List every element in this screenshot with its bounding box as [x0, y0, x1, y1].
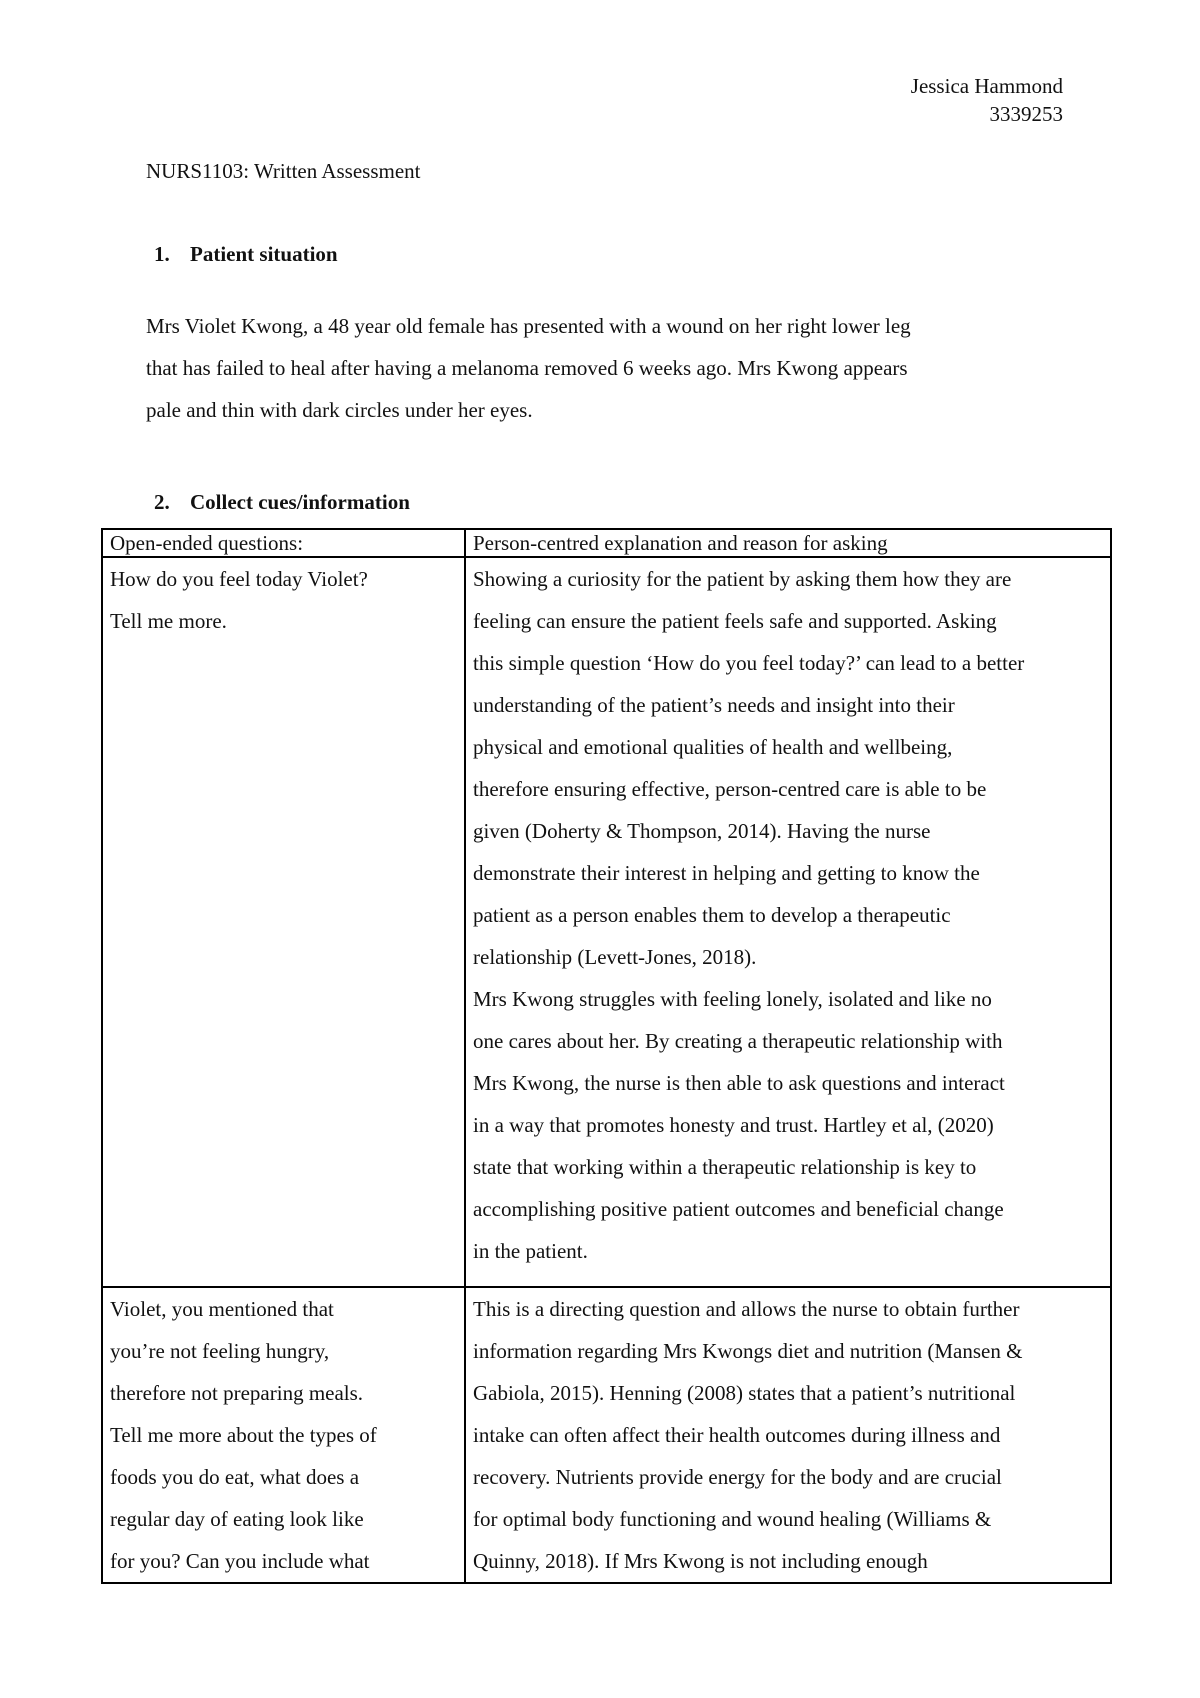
- student-id: 3339253: [989, 102, 1063, 126]
- section-heading-patient-situation: [154, 240, 338, 268]
- cell-line: physical and emotional qualities of health and wellbeing,: [473, 735, 953, 759]
- paragraph-line: that has failed to heal after having a melanoma removed 6 weeks ago. Mrs Kwong appears: [146, 356, 908, 380]
- cell-line: intake can often affect their health outcomes during illness and: [473, 1423, 1001, 1447]
- section-number: 2.: [154, 490, 170, 514]
- cell-line: state that working within a therapeutic relationship is key to: [473, 1155, 977, 1179]
- cell-line: Mrs Kwong struggles with feeling lonely, isolated and like no: [473, 987, 992, 1011]
- section-title: Patient situation: [190, 242, 338, 266]
- header-cell-questions: Open-ended questions:: [102, 529, 465, 557]
- paragraph-line: Mrs Violet Kwong, a 48 year old female has presented with a wound on her right lower leg: [146, 314, 911, 338]
- cell-line: accomplishing positive patient outcomes and beneficial change: [473, 1197, 1004, 1221]
- paragraph-line: pale and thin with dark circles under her eyes.: [146, 398, 533, 422]
- course-title: NURS1103: Written Assessment: [146, 159, 421, 183]
- patient-situation-paragraph: [146, 305, 1066, 431]
- cell-line: regular day of eating look like: [110, 1507, 364, 1531]
- author-name: Jessica Hammond: [910, 74, 1063, 98]
- cell-line: given (Doherty & Thompson, 2014). Having the nurse: [473, 819, 931, 843]
- cell-line: demonstrate their interest in helping and getting to know the: [473, 861, 980, 885]
- cell-line: Tell me more about the types of: [110, 1423, 377, 1447]
- cell-line: recovery. Nutrients provide energy for the body and are crucial: [473, 1465, 1002, 1489]
- cell-line: in the patient.: [473, 1239, 588, 1263]
- section-title: Collect cues/information: [190, 490, 410, 514]
- cell-line: therefore not preparing meals.: [110, 1381, 364, 1405]
- cell-line: relationship (Levett-Jones, 2018).: [473, 945, 757, 969]
- cell-line: How do you feel today Violet?: [110, 567, 368, 591]
- cell-line: This is a directing question and allows the nurse to obtain further: [473, 1297, 1020, 1321]
- question-cell: [102, 1287, 465, 1583]
- cell-line: for optimal body functioning and wound healing (Williams &: [473, 1507, 992, 1531]
- cell-line: patient as a person enables them to develop a therapeutic: [473, 903, 951, 927]
- section-number: 1.: [154, 242, 170, 266]
- cell-line: understanding of the patient’s needs and insight into their: [473, 693, 955, 717]
- cues-table: [101, 528, 1112, 1584]
- cell-line: Tell me more.: [110, 609, 227, 633]
- cell-line: one cares about her. By creating a therapeutic relationship with: [473, 1029, 1003, 1053]
- header-cell-explanation: Person-centred explanation and reason for asking: [465, 529, 1111, 557]
- cell-line: Gabiola, 2015). Henning (2008) states that a patient’s nutritional: [473, 1381, 1016, 1405]
- table-row: [102, 1287, 1111, 1583]
- table-header-row: [102, 529, 1111, 557]
- cell-line: in a way that promotes honesty and trust. Hartley et al, (2020): [473, 1113, 994, 1137]
- section-heading-collect-cues: [154, 488, 410, 516]
- explanation-cell: [465, 557, 1111, 1287]
- cell-line: this simple question ‘How do you feel today?’ can lead to a better: [473, 651, 1025, 675]
- explanation-cell: [465, 1287, 1111, 1583]
- author-block: [911, 72, 1063, 128]
- cell-line: information regarding Mrs Kwongs diet and nutrition (Mansen &: [473, 1339, 1023, 1363]
- cell-line: Violet, you mentioned that: [110, 1297, 334, 1321]
- question-cell: [102, 557, 465, 1287]
- cell-line: you’re not feeling hungry,: [110, 1339, 330, 1363]
- cell-line: for you? Can you include what: [110, 1549, 370, 1573]
- cell-line: Showing a curiosity for the patient by asking them how they are: [473, 567, 1012, 591]
- table-row: [102, 557, 1111, 1287]
- cell-line: Quinny, 2018). If Mrs Kwong is not including enough: [473, 1549, 928, 1573]
- cell-line: Mrs Kwong, the nurse is then able to ask questions and interact: [473, 1071, 1005, 1095]
- cell-line: therefore ensuring effective, person-centred care is able to be: [473, 777, 987, 801]
- cell-line: foods you do eat, what does a: [110, 1465, 360, 1489]
- cell-line: feeling can ensure the patient feels safe and supported. Asking: [473, 609, 997, 633]
